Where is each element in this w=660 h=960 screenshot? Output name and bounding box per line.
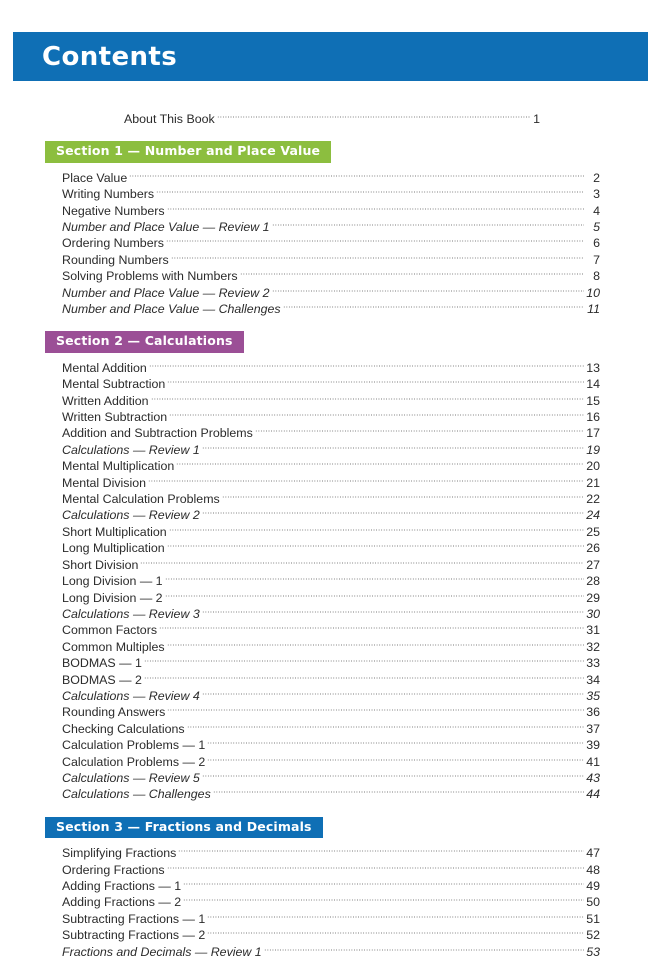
toc-entry[interactable]: [62, 458, 600, 474]
section-badge: Section 3 — Fractions and Decimals: [45, 817, 323, 838]
toc-entry[interactable]: [62, 737, 600, 753]
toc-entry-title: Calculations — Review 3: [62, 606, 200, 621]
toc-entry-page-number: 51: [586, 911, 600, 926]
dot-leader: [167, 542, 584, 550]
toc-entry-title: Subtracting Fractions — 2: [62, 928, 206, 943]
toc-entry[interactable]: [62, 688, 600, 704]
toc-entry[interactable]: [62, 409, 600, 425]
toc-entry-title: Written Subtraction: [62, 410, 168, 425]
toc-entry-page-number: 36: [586, 705, 600, 720]
toc-section: [0, 331, 660, 802]
toc-entry[interactable]: [62, 170, 600, 186]
toc-entry[interactable]: [62, 927, 600, 943]
dot-leader: [169, 526, 584, 534]
toc-entry-page-number: 7: [593, 252, 600, 267]
toc-entry-title: About This Book: [124, 112, 215, 126]
toc-entry-title: Written Addition: [62, 393, 149, 408]
dot-leader: [167, 205, 584, 213]
toc-entry-page-number: 30: [586, 606, 600, 621]
dot-leader: [207, 756, 584, 764]
toc-entry[interactable]: [62, 590, 600, 606]
toc-entry-page-number: 49: [586, 878, 600, 893]
dot-leader: [207, 913, 584, 921]
toc-entry-page-number: 11: [587, 302, 600, 317]
dot-leader: [165, 575, 584, 583]
toc-entry-title: Place Value: [62, 170, 128, 185]
dot-leader: [207, 929, 584, 937]
dot-leader: [202, 772, 584, 780]
section-entry-list: [0, 163, 660, 318]
toc-entry-page-number: 53: [586, 944, 600, 959]
intro-entry-list: [62, 104, 600, 127]
toc-entry-page-number: 16: [586, 410, 600, 425]
toc-entry-page-number: 48: [586, 862, 600, 877]
toc-entry[interactable]: [62, 770, 600, 786]
toc-entry-page-number: 43: [586, 770, 600, 785]
toc-entry-title: Number and Place Value — Review 2: [62, 285, 270, 300]
toc-entry-title: Mental Addition: [62, 360, 147, 375]
toc-entry[interactable]: [62, 721, 600, 737]
dot-leader: [222, 493, 584, 501]
toc-entry[interactable]: [124, 111, 540, 127]
dot-leader: [171, 254, 584, 262]
dot-leader: [167, 864, 584, 872]
toc-entry-title: BODMAS — 1: [62, 656, 142, 671]
toc-entry-page-number: 47: [586, 846, 600, 861]
toc-entry[interactable]: [62, 252, 600, 268]
dot-leader: [213, 788, 584, 796]
toc-entry[interactable]: [62, 203, 600, 219]
toc-entry-page-number: 10: [586, 285, 600, 300]
toc-entry[interactable]: [62, 285, 600, 301]
toc-entry-title: Rounding Numbers: [62, 252, 169, 267]
toc-entry[interactable]: [62, 507, 600, 523]
toc-entry-page-number: 5: [593, 220, 600, 234]
toc-entry-page-number: 33: [586, 656, 600, 671]
toc-entry[interactable]: [62, 845, 600, 861]
toc-entry-title: Calculations — Review 5: [62, 770, 200, 785]
toc-entry-page-number: 41: [586, 754, 600, 769]
toc-entry-page-number: 20: [586, 459, 600, 474]
dot-leader: [178, 847, 584, 855]
toc-entry[interactable]: [62, 235, 600, 251]
toc-entry-title: Negative Numbers: [62, 203, 165, 218]
toc-entry-title: Simplifying Fractions: [62, 846, 177, 861]
dot-leader: [240, 270, 584, 278]
toc-entry-title: Fractions and Decimals — Review 1: [62, 944, 262, 959]
toc-entry-title: Calculations — Review 2: [62, 508, 200, 523]
toc-entry-title: Rounding Answers: [62, 705, 166, 720]
section-entry-list: [0, 353, 660, 803]
toc-entry-title: Calculations — Challenges: [62, 787, 211, 802]
toc-entry-page-number: 39: [586, 738, 600, 753]
toc-entry-page-number: 22: [586, 492, 600, 507]
toc-entry-title: Common Multiples: [62, 639, 165, 654]
toc-section: [0, 141, 660, 317]
toc-entry[interactable]: [62, 393, 600, 409]
toc-entry-title: Common Factors: [62, 623, 158, 638]
toc-entry-title: Mental Subtraction: [62, 377, 166, 392]
dot-leader: [169, 411, 584, 419]
dot-leader: [202, 690, 584, 698]
contents-header-banner: [13, 32, 648, 81]
toc-entry-title: Long Multiplication: [62, 541, 165, 556]
toc-entry-page-number: 6: [593, 236, 600, 251]
toc-entry[interactable]: [62, 186, 600, 202]
dot-leader: [144, 674, 584, 682]
toc-entry[interactable]: [62, 639, 600, 655]
toc-entry[interactable]: [62, 425, 600, 441]
toc-entry-page-number: 52: [586, 928, 600, 943]
toc-entry-page-number: 3: [593, 187, 600, 202]
toc-entry-title: Calculations — Review 4: [62, 688, 200, 703]
toc-entry-title: Subtracting Fractions — 1: [62, 911, 206, 926]
toc-entry[interactable]: [62, 786, 600, 802]
toc-entry-page-number: 44: [586, 787, 600, 802]
dot-leader: [159, 624, 584, 632]
toc-entry-page-number: 25: [586, 524, 600, 539]
dot-leader: [151, 395, 584, 403]
toc-entry-page-number: 24: [586, 508, 600, 523]
toc-entry[interactable]: [62, 862, 600, 878]
toc-entry-title: Number and Place Value — Challenges: [62, 302, 281, 317]
toc-entry[interactable]: [62, 672, 600, 688]
toc-entry-title: Short Multiplication: [62, 524, 167, 539]
toc-entry-page-number: 21: [586, 475, 600, 490]
dot-leader: [166, 237, 584, 245]
toc-entry[interactable]: [62, 442, 600, 458]
dot-leader: [202, 509, 584, 517]
toc-section: [0, 817, 660, 960]
dot-leader: [149, 362, 584, 370]
section-entry-list: [0, 838, 660, 960]
toc-entry-page-number: 14: [586, 377, 600, 392]
toc-entry-title: Writing Numbers: [62, 187, 155, 202]
toc-entry[interactable]: [62, 911, 600, 927]
toc-entry[interactable]: [62, 754, 600, 770]
dot-leader: [202, 608, 584, 616]
toc-entry[interactable]: [62, 219, 600, 235]
dot-leader: [176, 460, 584, 468]
toc-entry[interactable]: [62, 301, 600, 317]
toc-entry-page-number: 37: [586, 721, 600, 736]
toc-entry[interactable]: [62, 557, 600, 573]
toc-entry[interactable]: [62, 524, 600, 540]
toc-entry-title: Adding Fractions — 2: [62, 895, 182, 910]
dot-leader: [183, 896, 584, 904]
dot-leader: [217, 113, 531, 121]
toc-entry-page-number: 2: [593, 170, 600, 185]
dot-leader: [167, 378, 584, 386]
intro-entry-group: [0, 95, 660, 127]
toc-entry-title: Checking Calculations: [62, 721, 185, 736]
toc-entry-page-number: 27: [586, 557, 600, 572]
toc-entry[interactable]: [62, 360, 600, 376]
toc-entry-page-number: 19: [586, 442, 600, 457]
dot-leader: [156, 188, 584, 196]
toc-entry-title: Mental Calculation Problems: [62, 492, 220, 507]
toc-entry[interactable]: [62, 540, 600, 556]
toc-entry-title: Ordering Fractions: [62, 862, 165, 877]
dot-leader: [165, 592, 584, 600]
toc-entry-title: Mental Division: [62, 475, 147, 490]
toc-entry-title: Ordering Numbers: [62, 236, 164, 251]
dot-leader: [255, 427, 584, 435]
toc-entry-title: BODMAS — 2: [62, 672, 142, 687]
dot-leader: [272, 287, 584, 295]
toc-entry[interactable]: [62, 376, 600, 392]
toc-entry-title: Calculations — Review 1: [62, 442, 200, 457]
toc-entry-title: Calculation Problems — 1: [62, 738, 206, 753]
toc-entry-title: Calculation Problems — 2: [62, 754, 206, 769]
toc-entry-title: Short Division: [62, 557, 139, 572]
toc-entry-page-number: 28: [586, 574, 600, 589]
toc-entry-page-number: 31: [586, 623, 600, 638]
dot-leader: [167, 641, 584, 649]
dot-leader: [167, 706, 584, 714]
toc-entry-page-number: 4: [593, 203, 600, 218]
toc-entry-title: Long Division — 2: [62, 590, 163, 605]
toc-entry-page-number: 29: [586, 590, 600, 605]
toc-entry-page-number: 17: [586, 426, 600, 441]
toc-entry-title: Solving Problems with Numbers: [62, 269, 238, 284]
toc-entry[interactable]: [62, 622, 600, 638]
toc-entry-page-number: 32: [586, 639, 600, 654]
toc-entry[interactable]: [62, 606, 600, 622]
sections-container: [0, 141, 660, 960]
table-of-contents: [0, 95, 660, 960]
dot-leader: [148, 477, 584, 485]
toc-entry-page-number: 35: [586, 688, 600, 703]
toc-entry[interactable]: [62, 704, 600, 720]
dot-leader: [129, 172, 584, 180]
section-badge: Section 2 — Calculations: [45, 331, 244, 352]
toc-entry-page-number: 50: [586, 895, 600, 910]
toc-entry-title: Mental Multiplication: [62, 459, 175, 474]
toc-entry[interactable]: [62, 491, 600, 507]
dot-leader: [187, 723, 584, 731]
toc-entry[interactable]: [62, 475, 600, 491]
toc-entry-title: Adding Fractions — 1: [62, 878, 182, 893]
toc-entry[interactable]: [62, 268, 600, 284]
toc-entry-title: Long Division — 1: [62, 574, 163, 589]
toc-entry[interactable]: [62, 944, 600, 960]
toc-entry-page-number: 13: [586, 360, 600, 375]
dot-leader: [183, 880, 584, 888]
dot-leader: [140, 559, 584, 567]
dot-leader: [207, 739, 584, 747]
toc-entry-page-number: 34: [586, 672, 600, 687]
dot-leader: [144, 657, 584, 665]
dot-leader: [272, 221, 584, 229]
dot-leader: [283, 303, 584, 311]
page-title: Contents: [42, 41, 178, 72]
toc-entry-page-number: 8: [593, 269, 600, 284]
dot-leader: [264, 946, 584, 954]
dot-leader: [202, 444, 584, 452]
section-badge: Section 1 — Number and Place Value: [45, 141, 331, 162]
toc-entry-page-number: 26: [586, 541, 600, 556]
toc-entry-page-number: 1: [533, 112, 540, 126]
toc-entry[interactable]: [62, 878, 600, 894]
toc-entry-title: Number and Place Value — Review 1: [62, 220, 270, 234]
toc-entry[interactable]: [62, 894, 600, 910]
toc-entry[interactable]: [62, 655, 600, 671]
toc-entry-page-number: 15: [586, 393, 600, 408]
toc-entry-title: Addition and Subtraction Problems: [62, 426, 253, 441]
toc-entry[interactable]: [62, 573, 600, 589]
